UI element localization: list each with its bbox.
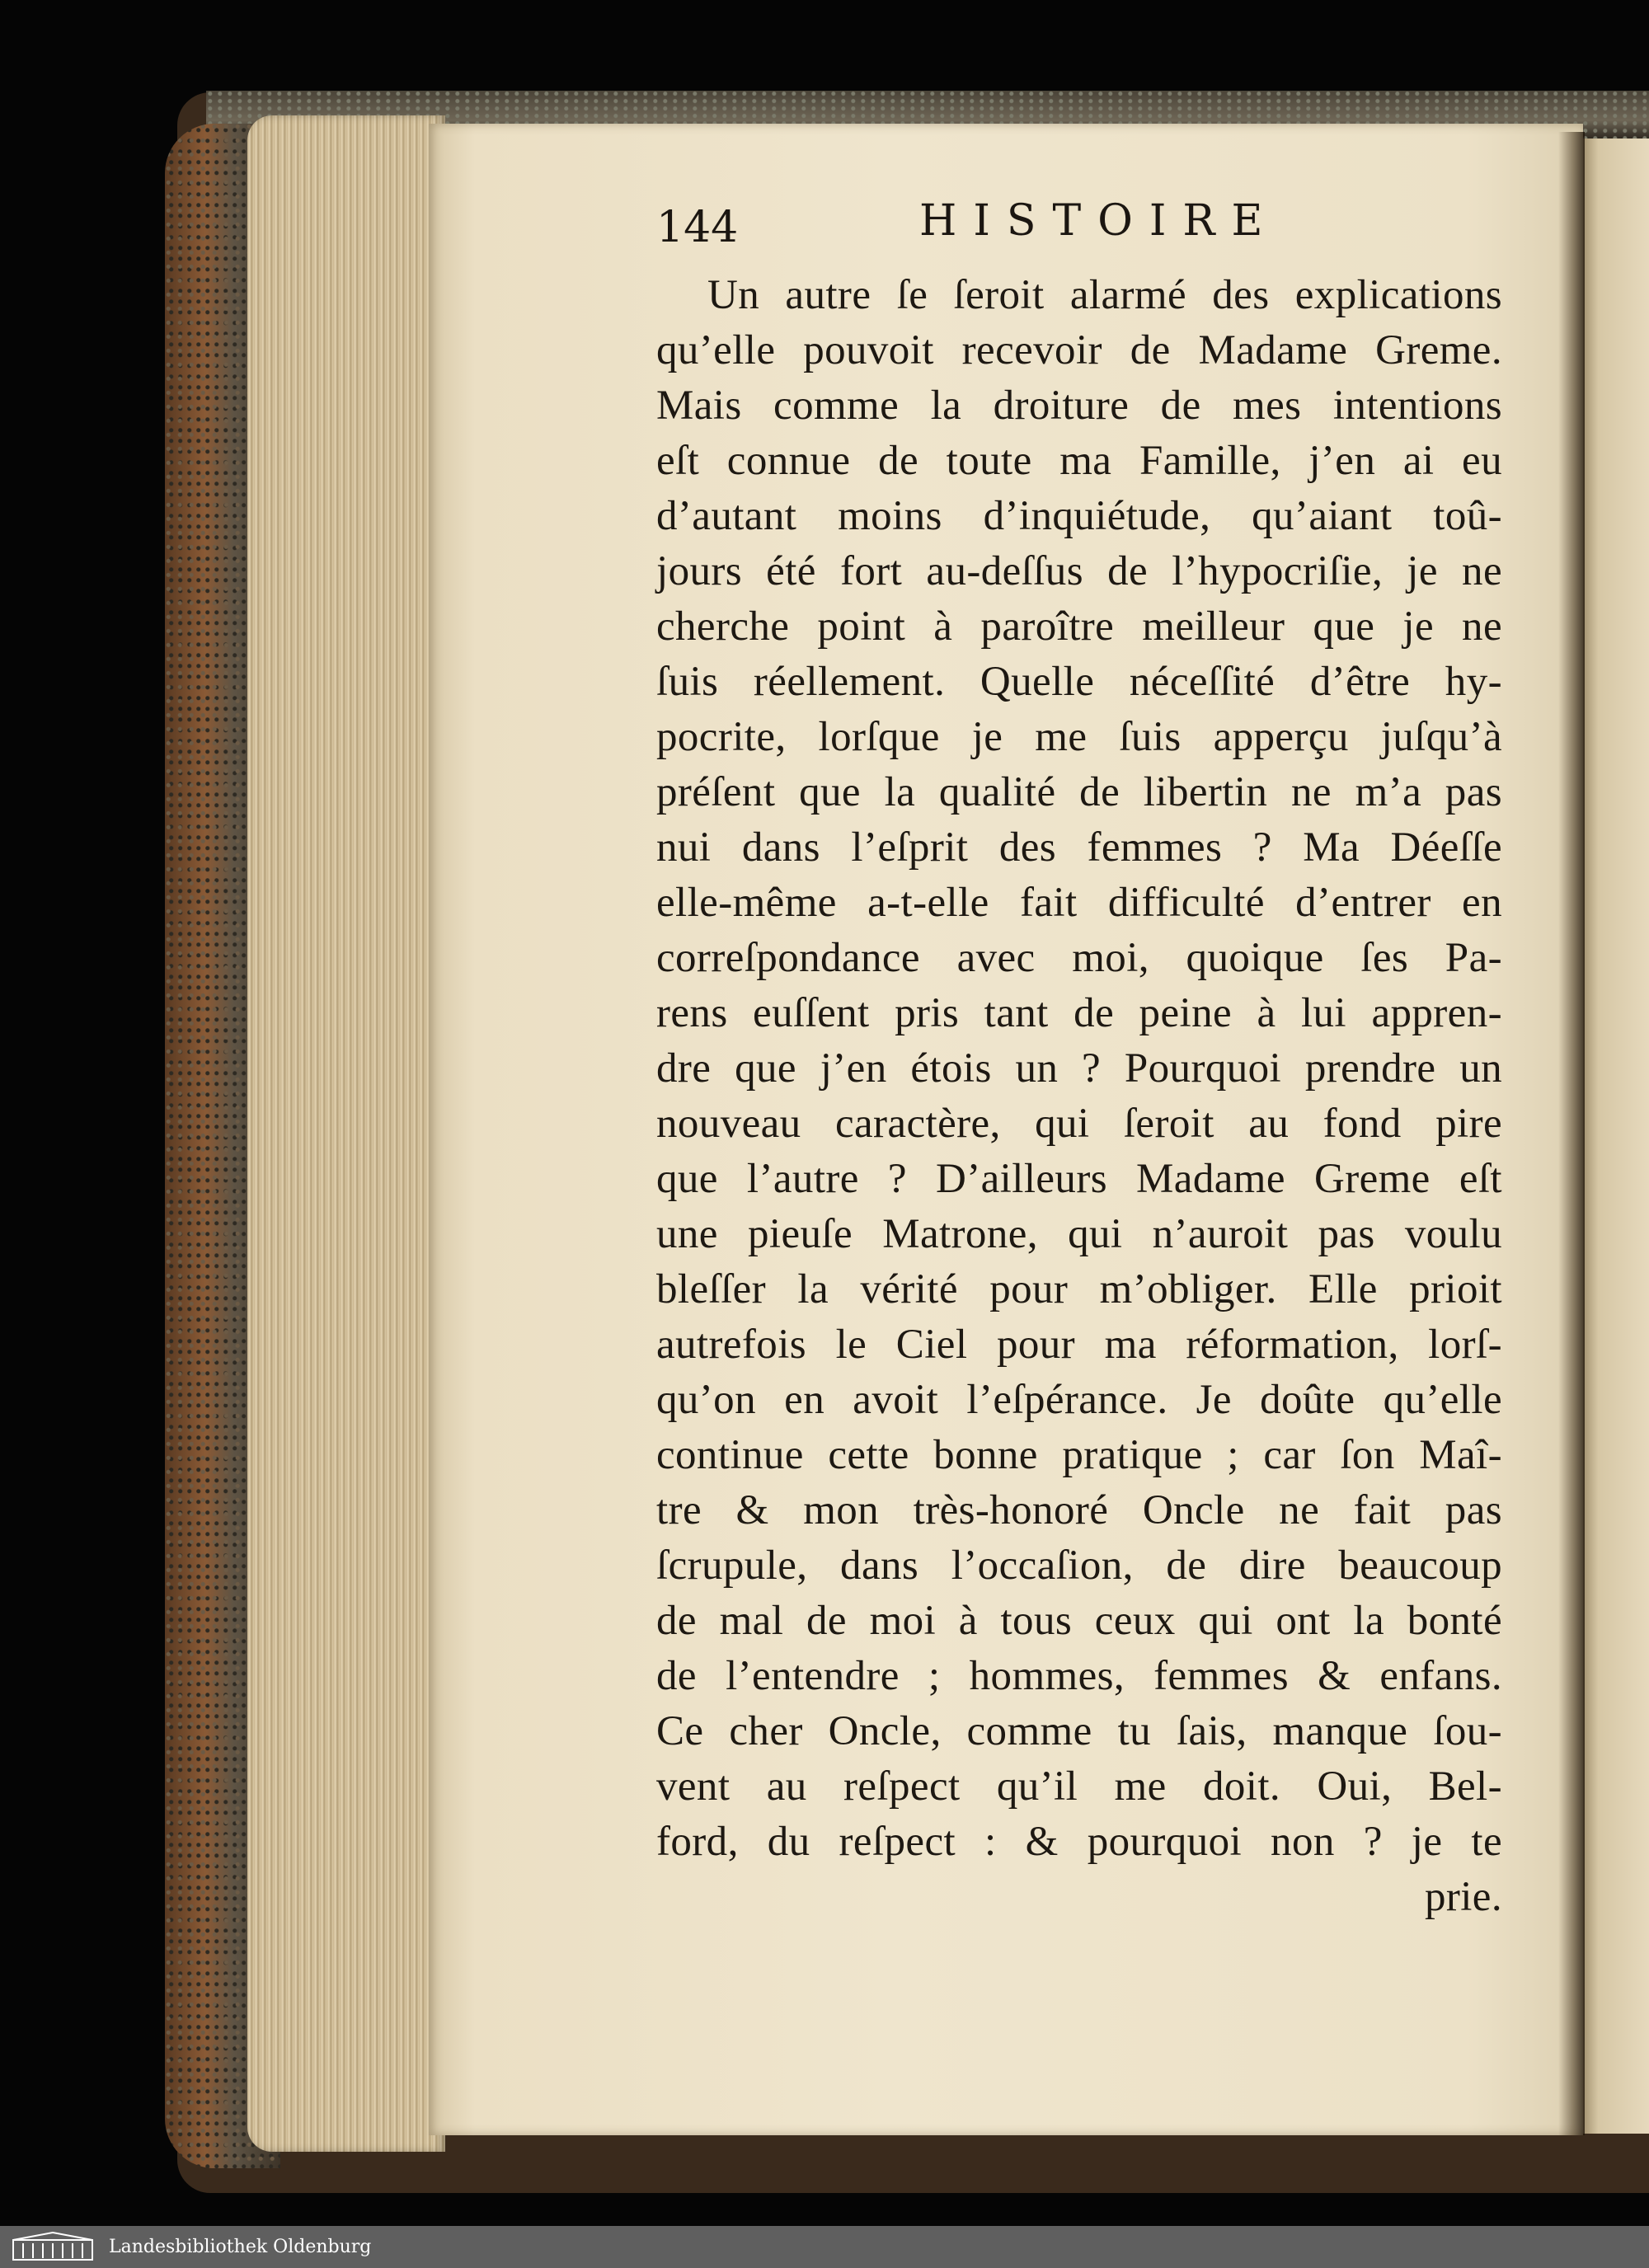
page-edges xyxy=(247,115,445,2152)
text-line: Ce cher Oncle, comme tu ſais, manque ſou- xyxy=(656,1708,1502,1754)
text-line: jours été fort au-deſſus de l’hypocriſie, je ne xyxy=(656,548,1502,594)
text-line: préſent que la qualité de libertin ne m’a pas xyxy=(656,769,1502,815)
text-line: Mais comme la droiture de mes intentions xyxy=(656,383,1502,429)
text-line: elle-même a-t-elle fait difficulté d’entrer en xyxy=(656,880,1502,926)
text-line: correſpondance avec moi, quoique ſes Pa- xyxy=(656,935,1502,981)
facing-page xyxy=(1576,139,1649,2134)
page-number: 144 xyxy=(656,203,739,252)
text-line: ſuis réellement. Quelle néceſſité d’être hy- xyxy=(656,659,1502,705)
text-line: dre que j’en étois un ? Pourquoi prendre un xyxy=(656,1045,1502,1092)
text-line: eſt connue de toute ma Famille, j’en ai eu xyxy=(656,438,1502,484)
text-line: rens euſſent pris tant de peine à lui appren- xyxy=(656,990,1502,1036)
text-line: Un autre ſe ſeroit alarmé des explications xyxy=(707,272,1502,318)
text-line: nouveau caractère, qui ſeroit au fond pire xyxy=(656,1101,1502,1147)
text-line: nui dans l’eſprit des femmes ? Ma Déeſſe xyxy=(656,824,1502,871)
text-line: bleſſer la vérité pour m’obliger. Elle prioit xyxy=(656,1266,1502,1312)
text-line: autrefois le Ciel pour ma réformation, lorſ- xyxy=(656,1322,1502,1368)
body-text xyxy=(656,268,1502,1925)
footer-bar xyxy=(0,2226,1649,2268)
text-line: continue cette bonne pratique ; car ſon Maî- xyxy=(656,1432,1502,1478)
text-line: de l’entendre ; hommes, femmes & enfans. xyxy=(656,1653,1502,1699)
text-line: une pieuſe Matrone, qui n’auroit pas voulu xyxy=(656,1211,1502,1257)
text-line: cherche point à paroître meilleur que je ne xyxy=(656,603,1502,650)
text-line: tre & mon très-honoré Oncle ne fait pas xyxy=(656,1487,1502,1533)
text-line: pocrite, lorſque je me ſuis apperçu juſqu’à xyxy=(656,714,1502,760)
text-line: d’autant moins d’inquiétude, qu’aiant toû- xyxy=(656,493,1502,539)
text-line: ford, du reſpect : & pourquoi non ? je te xyxy=(656,1819,1502,1865)
text-line: qu’on en avoit l’eſpérance. Je doûte qu’elle xyxy=(656,1377,1502,1423)
text-line: prie. xyxy=(1424,1874,1502,1920)
page-gutter xyxy=(1558,132,1585,2135)
library-name: Landesbibliothek Oldenburg xyxy=(109,2237,372,2257)
text-line: de mal de moi à tous ceux qui ont la bonté xyxy=(656,1598,1502,1644)
text-line: ſcrupule, dans l’occaſion, de dire beaucoup xyxy=(656,1543,1502,1589)
running-title: HISTOIRE xyxy=(919,196,1280,246)
text-line: que l’autre ? D’ailleurs Madame Greme eſt xyxy=(656,1156,1502,1202)
library-building-icon xyxy=(12,2232,94,2261)
text-line: qu’elle pouvoit recevoir de Madame Greme. xyxy=(656,327,1502,373)
text-line: vent au reſpect qu’il me doit. Oui, Bel- xyxy=(656,1763,1502,1810)
